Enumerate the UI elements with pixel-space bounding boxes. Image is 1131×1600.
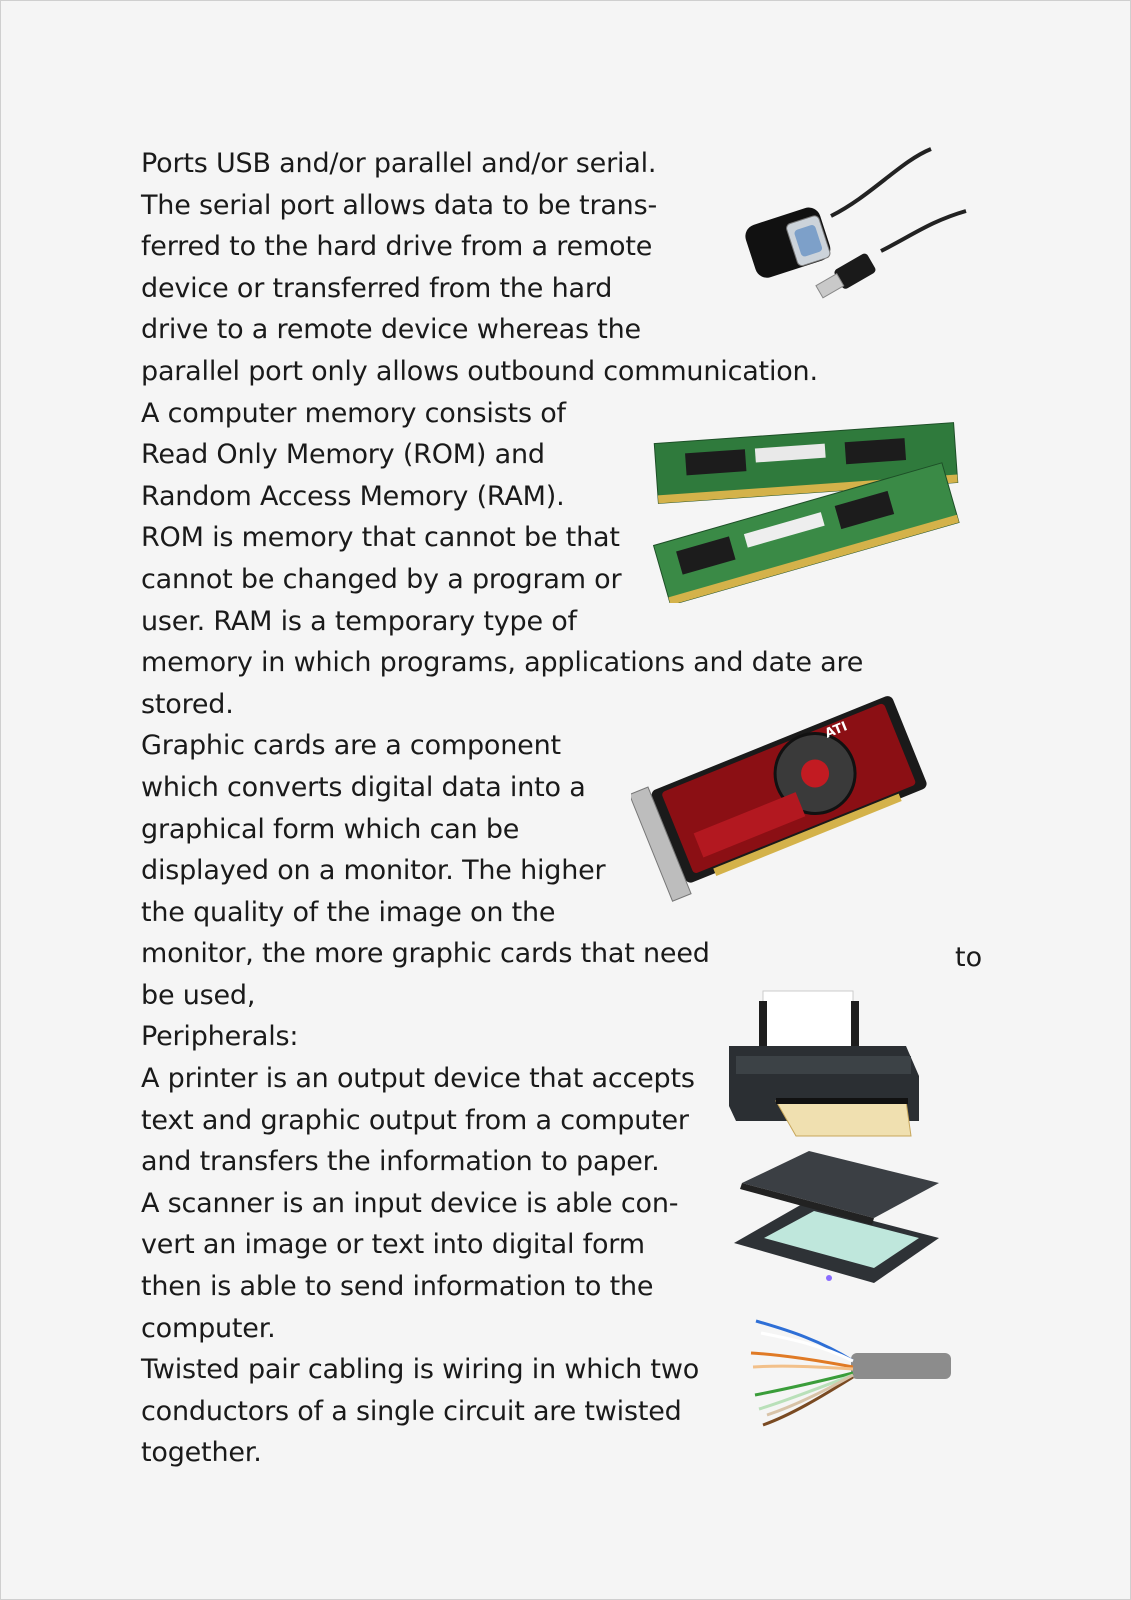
scanner-image <box>724 1143 954 1303</box>
text-line: stored. <box>141 688 234 720</box>
text-line: Random Access Memory (RAM). <box>141 480 565 512</box>
text-line: memory in which programs, applications and date are <box>141 647 864 679</box>
text-line: the quality of the image on the <box>141 896 556 928</box>
text-line: together. <box>141 1437 262 1469</box>
usb-parallel-cable-image <box>731 141 971 311</box>
text-line: computer. <box>141 1312 276 1344</box>
text-line: and transfers the information to paper. <box>141 1146 660 1178</box>
text-line: graphical form which can be <box>141 813 520 845</box>
text-line: drive to a remote device whereas the <box>141 314 641 346</box>
text-line: Read Only Memory (ROM) and <box>141 439 545 471</box>
text-line: Twisted pair cabling is wiring in which two <box>141 1354 700 1386</box>
text-line: displayed on a monitor. The higher <box>141 855 606 887</box>
text-line: ferred to the hard drive from a remote <box>141 231 653 263</box>
text-line: The serial port allows data to be trans- <box>141 189 658 221</box>
text-line: then is able to send information to the <box>141 1271 654 1303</box>
text-line: parallel port only allows outbound communication. <box>141 355 818 387</box>
text-line: vert an image or text into digital form <box>141 1229 645 1261</box>
printer-image <box>721 986 931 1156</box>
text-line: which converts digital data into a <box>141 771 586 803</box>
text-line: text and graphic output from a computer <box>141 1104 689 1136</box>
text-line: A scanner is an input device is able con- <box>141 1187 679 1219</box>
text-line: Ports USB and/or parallel and/or serial. <box>141 148 657 179</box>
text-line: ROM is memory that cannot be that <box>141 522 620 554</box>
ram-modules-image <box>646 413 966 603</box>
gpu-brand-logo: ATI <box>822 719 850 742</box>
text-line: device or transferred from the hard <box>141 272 613 304</box>
text-line: conductors of a single circuit are twisted <box>141 1395 682 1427</box>
trailing-word: to <box>955 942 983 973</box>
text-line: Peripherals: <box>141 1021 299 1053</box>
text-line: be used, <box>141 979 256 1011</box>
text-line: A printer is an output device that accepts <box>141 1063 695 1095</box>
graphics-card-image <box>631 684 941 904</box>
text-line: user. RAM is a temporary type of <box>141 605 577 637</box>
text-line: cannot be changed by a program or <box>141 563 622 595</box>
text-line: monitor, the more graphic cards that need <box>141 938 710 970</box>
twisted-pair-cable-image <box>741 1311 956 1436</box>
text-line: Graphic cards are a component <box>141 730 561 762</box>
text-line: A computer memory consists of <box>141 397 566 429</box>
